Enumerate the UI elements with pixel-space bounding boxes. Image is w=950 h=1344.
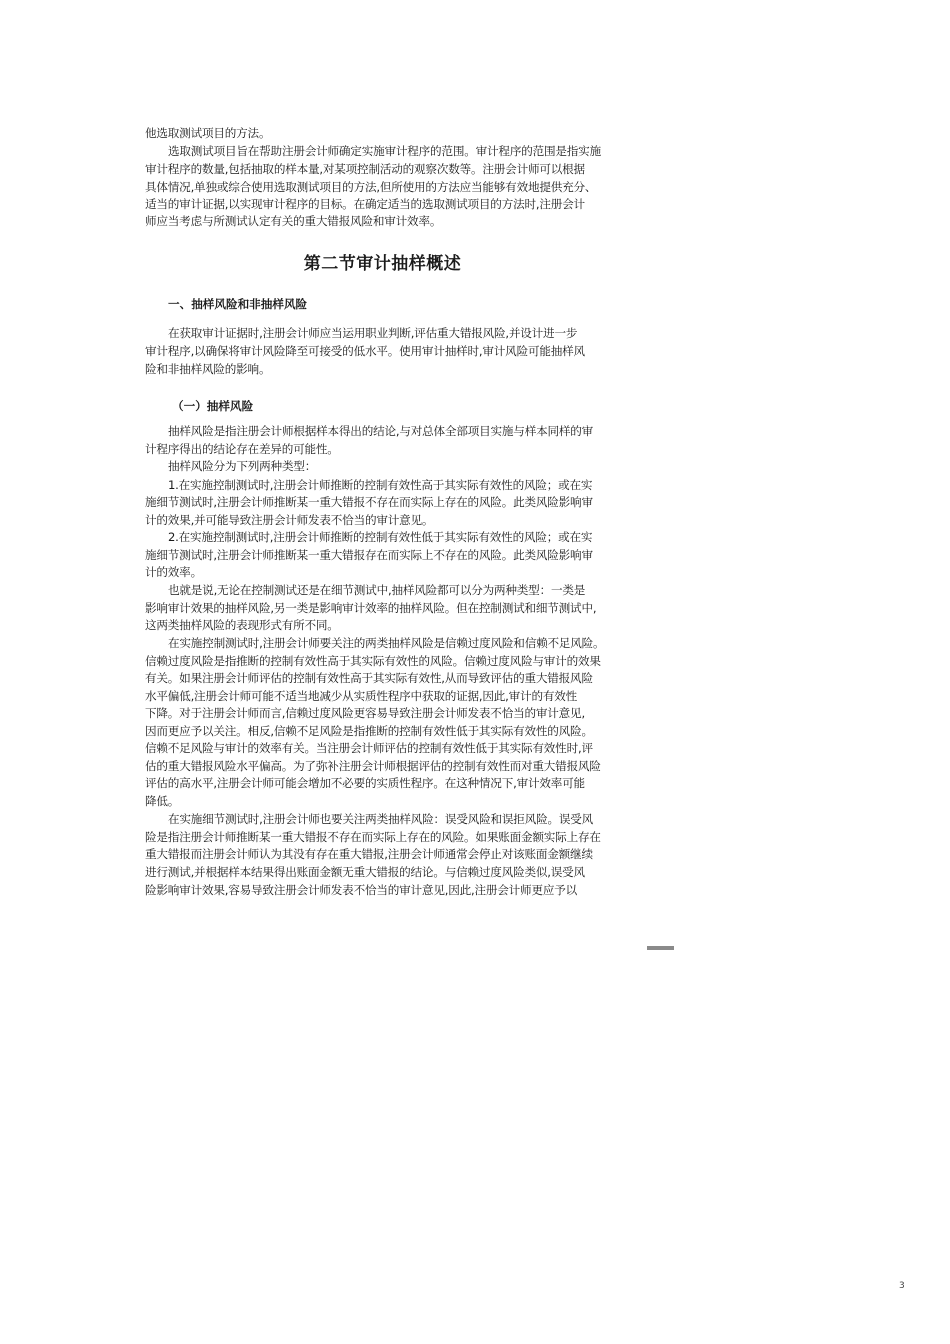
intro-line: 他选取测试项目的方法。 [145,126,271,140]
body-line: 施细节测试时,注册会计师推断某一重大错报不存在而实际上存在的风险。此类风险影响审 [145,495,593,509]
body-line: 抽样风险分为下列两种类型： [168,459,317,473]
body-line: 这两类抽样风险的表现形式有所不同。 [145,618,339,632]
intro-line: 适当的审计证据,以实现审计程序的目标。在确定适当的选取测试项目的方法时,注册会计 [145,197,585,211]
body-line: 评估的高水平,注册会计师可能会增加不必要的实质性程序。在这种情况下,审计效率可能 [145,776,585,790]
intro-line: 审计程序的数量,包括抽取的样本量,对某项控制活动的观察次数等。注册会计师可以根据 [145,162,585,176]
body-line: 影响审计效果的抽样风险,另一类是影响审计效率的抽样风险。但在控制测试和细节测试中, [145,601,597,615]
paragraph-line: 险和非抽样风险的影响。 [145,362,271,376]
body-line: 2.在实施控制测试时,注册会计师推断的控制有效性低于其实际有效性的风险；或在实 [168,530,593,544]
body-line: 计的效率。 [145,565,202,579]
body-line: 信赖不足风险与审计的效率有关。当注册会计师评估的控制有效性低于其实际有效性时,评 [145,741,593,755]
body-line: 险影响审计效果,容易导致注册会计师发表不恰当的审计意见,因此,注册会计师更应予以 [145,883,578,897]
body-line: 险是指注册会计师推断某一重大错报不存在而实际上存在的风险。如果账面金额实际上存在 [145,830,601,844]
footer-divider [647,946,674,950]
intro-line: 具体情况,单独或综合使用选取测试项目的方法,但所使用的方法应当能够有效地提供充分、 [145,180,597,194]
intro-line: 选取测试项目旨在帮助注册会计师确定实施审计程序的范围。审计程序的范围是指实施 [168,144,601,158]
body-line: 施细节测试时,注册会计师推断某一重大错报存在而实际上不存在的风险。此类风险影响审 [145,548,593,562]
body-line: 抽样风险是指注册会计师根据样本得出的结论,与对总体全部项目实施与样本同样的审 [168,424,594,438]
paragraph-line: 在获取审计证据时,注册会计师应当运用职业判断,评估重大错报风险,并设计进一步 [168,326,578,340]
intro-line: 师应当考虑与所测试认定有关的重大错报风险和审计效率。 [145,214,442,228]
body-line: 在实施控制测试时,注册会计师要关注的两类抽样风险是信赖过度风险和信赖不足风险。 [168,636,605,650]
heading-sampling-risk: （一）抽样风险 [172,399,254,413]
body-line: 进行测试,并根据样本结果得出账面金额无重大错报的结论。与信赖过度风险类似,误受风 [145,865,585,879]
body-line: 降低。 [145,794,180,808]
body-line: 在实施细节测试时,注册会计师也要关注两类抽样风险：误受风险和误拒风险。误受风 [168,812,594,826]
body-line: 有关。如果注册会计师评估的控制有效性高于其实际有效性,从而导致评估的重大错报风险 [145,671,593,685]
body-line: 下降。对于注册会计师而言,信赖过度风险更容易导致注册会计师发表不恰当的审计意见, [145,706,585,720]
body-line: 水平偏低,注册会计师可能不适当地减少从实质性程序中获取的证据,因此,审计的有效性 [145,689,578,703]
section-title: 第二节审计抽样概述 [303,254,462,274]
body-line: 估的重大错报风险水平偏高。为了弥补注册会计师根据评估的控制有效性而对重大错报风险 [145,759,601,773]
body-line: 也就是说,无论在控制测试还是在细节测试中,抽样风险都可以分为两种类型：一类是 [168,583,586,597]
page-number: 3 [899,1281,905,1291]
body-line: 计程序得出的结论存在差异的可能性。 [145,442,339,456]
body-line: 信赖过度风险是指推断的控制有效性高于其实际有效性的风险。信赖过度风险与审计的效果 [145,654,601,668]
body-line: 重大错报而注册会计师认为其没有存在重大错报,注册会计师通常会停止对该账面金额继续 [145,847,593,861]
body-line: 因而更应予以关注。相反,信赖不足风险是指推断的控制有效性低于其实际有效性的风险。 [145,724,593,738]
paragraph-line: 审计程序,以确保将审计风险降至可接受的低水平。使用审计抽样时,审计风险可能抽样风 [145,344,585,358]
body-line: 计的效果,并可能导致注册会计师发表不恰当的审计意见。 [145,513,434,527]
body-line: 1.在实施控制测试时,注册会计师推断的控制有效性高于其实际有效性的风险；或在实 [168,478,593,492]
heading-sampling-risk-and-nonsampling-risk: 一、抽样风险和非抽样风险 [168,297,308,311]
